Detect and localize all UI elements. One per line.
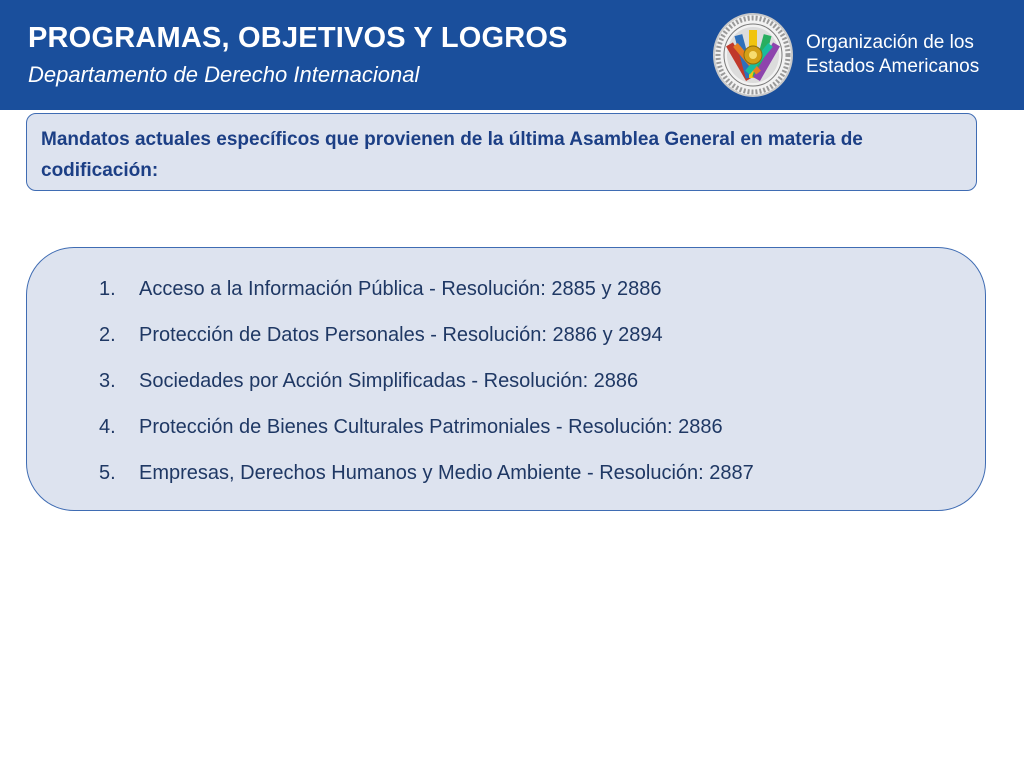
oas-seal-graphic	[712, 12, 794, 98]
resolutions-box	[26, 247, 986, 511]
mandate-text: Mandatos actuales específicos que provienen de la última Asamblea General en materia de codificación:	[41, 129, 863, 181]
org-name-line1: Organización de los	[806, 32, 974, 53]
page-title: PROGRAMAS, OBJETIVOS Y LOGROS	[28, 22, 568, 54]
list-item-text: Sociedades por Acción Simplificadas - Resolución: 2886	[139, 370, 639, 392]
org-name	[806, 31, 979, 79]
list-item-text: Empresas, Derechos Humanos y Medio Ambiente - Resolución: 2887	[139, 462, 754, 484]
mandate-box	[26, 113, 977, 191]
header-bar	[0, 0, 1024, 110]
list-item-number: 1.	[99, 278, 116, 300]
list-item-number: 5.	[99, 462, 116, 484]
list-item-text: Protección de Bienes Culturales Patrimoniales - Resolución: 2886	[139, 416, 723, 438]
org-name-line2: Estados Americanos	[806, 56, 980, 77]
list-item-text: Acceso a la Información Pública - Resolución: 2885 y 2886	[139, 278, 662, 300]
list-item-number: 3.	[99, 370, 116, 392]
oas-seal-icon	[712, 12, 794, 98]
page-subtitle: Departamento de Derecho Internacional	[28, 62, 420, 87]
list-item-number: 2.	[99, 324, 116, 346]
list-item-number: 4.	[99, 416, 116, 438]
list-item-text: Protección de Datos Personales - Resolución: 2886 y 2894	[139, 324, 663, 346]
